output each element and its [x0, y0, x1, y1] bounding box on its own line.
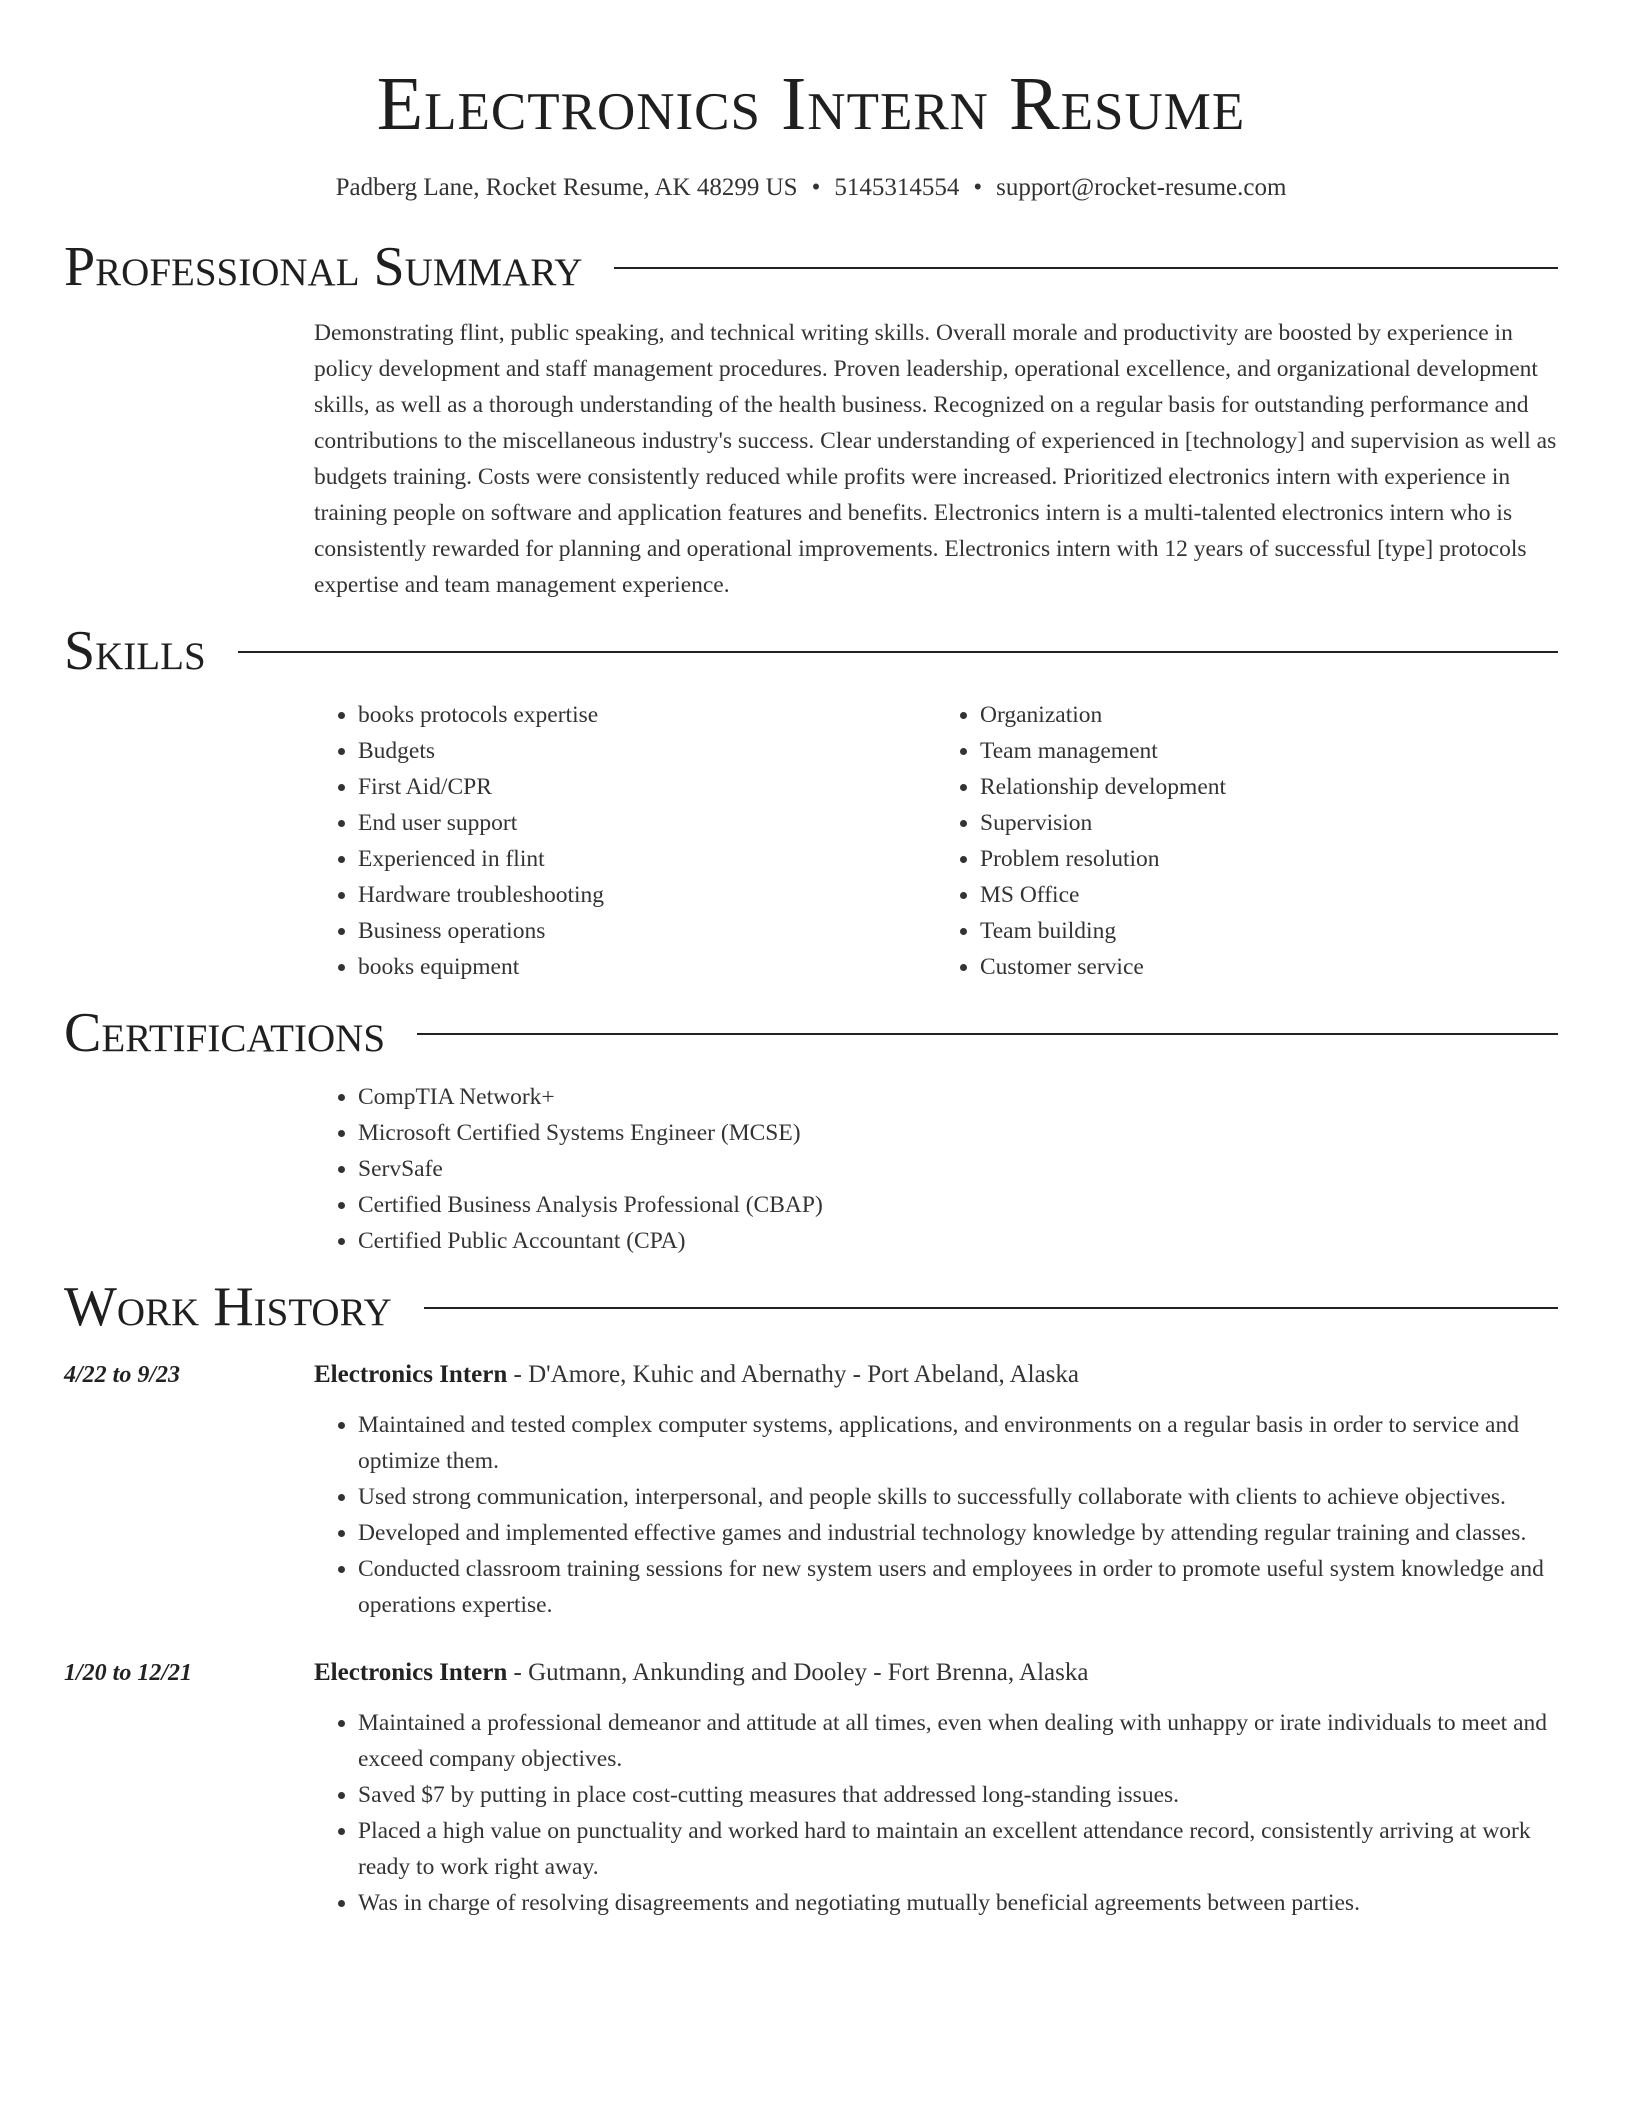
job-title: Electronics Intern — [314, 1361, 508, 1388]
contact-separator: • — [973, 174, 983, 201]
section-divider — [238, 651, 1558, 653]
skill-item: • Supervision — [980, 805, 1558, 841]
job-employer-location: - Gutmann, Ankunding and Dooley - Fort Brenna, Alaska — [507, 1659, 1089, 1686]
skill-item: • Relationship development — [980, 769, 1558, 805]
resume-title: Electronics Intern Resume — [376, 62, 1246, 146]
section-divider — [417, 1033, 1558, 1035]
job-bullet: • Maintained a professional demeanor and attitude at all times, even when dealing with unhappy or irate individuals to meet and exceed company objectives. — [358, 1705, 1558, 1777]
skill-item: • Hardware troubleshooting — [358, 877, 936, 913]
job-employer-location: - D'Amore, Kuhic and Abernathy - Port Abeland, Alaska — [507, 1361, 1080, 1388]
summary-heading: Professional Summary — [64, 236, 583, 298]
skill-item: • Team building — [980, 913, 1558, 949]
work-history-heading: Work History — [64, 1276, 392, 1338]
skill-item: • Customer service — [980, 949, 1558, 985]
contact-line — [64, 172, 1558, 204]
certification-item: • ServSafe — [358, 1151, 1558, 1187]
certifications-section-header — [64, 1001, 1558, 1065]
job-entry — [64, 1655, 1558, 1921]
skills-list-right — [936, 697, 1558, 985]
job-entry — [64, 1357, 1558, 1623]
skill-item: • Business operations — [358, 913, 936, 949]
skill-item: • Team management — [980, 733, 1558, 769]
job-bullet: • Conducted classroom training sessions for new system users and employees in order to promote useful system knowledge and operations expertise. — [358, 1551, 1558, 1623]
skill-item: • books equipment — [358, 949, 936, 985]
contact-address: Padberg Lane, Rocket Resume, AK 48299 US — [335, 174, 798, 201]
certifications-section — [314, 1079, 1558, 1259]
skills-section — [314, 697, 1558, 985]
skills-heading: Skills — [64, 620, 206, 682]
skill-item: • Experienced in flint — [358, 841, 936, 877]
job-bullets — [314, 1407, 1558, 1623]
job-bullet: • Developed and implemented effective games and industrial technology knowledge by attending regular training and classes. — [358, 1515, 1558, 1551]
section-divider — [614, 267, 1558, 269]
resume-page — [64, 0, 1558, 1921]
work-history-section-header — [64, 1275, 1558, 1339]
certification-item: • Certified Business Analysis Professional (CBAP) — [358, 1187, 1558, 1223]
job-heading — [314, 1655, 1558, 1691]
skill-item: • First Aid/CPR — [358, 769, 936, 805]
skill-item: • Problem resolution — [980, 841, 1558, 877]
section-divider — [424, 1307, 1558, 1309]
skills-section-header — [64, 619, 1558, 683]
job-bullet: • Placed a high value on punctuality and worked hard to maintain an excellent attendance record, consistently arriving at work ready to work right away. — [358, 1813, 1558, 1885]
job-content — [314, 1357, 1558, 1623]
skill-item: • End user support — [358, 805, 936, 841]
job-bullet: • Saved $7 by putting in place cost-cutting measures that addressed long-standing issues. — [358, 1777, 1558, 1813]
certifications-heading: Certifications — [64, 1002, 386, 1064]
summary-text: Demonstrating flint, public speaking, and technical writing skills. Overall morale and productivity are boosted by experience in policy development and staff management procedures. Proven leadership, operational excellence, and organizational development skills, as well as a thorough understanding of the health business. Recognized on a regular basis for outstanding performance and contributions to the miscellaneous industry's success. Clear understanding of experienced in [technology] and supervision as well as budgets training. Costs were consistently reduced while profits were increased. Prioritized electronics intern with experience in training people on software and application features and benefits. Electronics intern is a multi-talented electronics intern who is consistently rewarded for planning and operational improvements. Electronics intern with 12 years of successful [type] protocols expertise and team management experience. — [314, 320, 1557, 598]
skill-item: • books protocols expertise — [358, 697, 936, 733]
skill-item: • Budgets — [358, 733, 936, 769]
skills-list-left — [314, 697, 936, 985]
certification-item: • Certified Public Accountant (CPA) — [358, 1223, 1558, 1259]
contact-separator: • — [811, 174, 821, 201]
contact-email: support@rocket-resume.com — [996, 174, 1287, 201]
skill-item: • Organization — [980, 697, 1558, 733]
job-dates: 1/20 to 12/21 — [64, 1660, 193, 1686]
contact-phone: 5145314554 — [834, 174, 960, 201]
skill-item: • MS Office — [980, 877, 1558, 913]
summary-section — [314, 315, 1558, 603]
job-heading — [314, 1357, 1558, 1393]
job-bullets — [314, 1705, 1558, 1921]
job-title: Electronics Intern — [314, 1659, 508, 1686]
certifications-list — [314, 1079, 1558, 1259]
job-bullet: • Was in charge of resolving disagreements and negotiating mutually beneficial agreements between parties. — [358, 1885, 1558, 1921]
job-bullet: • Maintained and tested complex computer systems, applications, and environments on a regular basis in order to service and optimize them. — [358, 1407, 1558, 1479]
certification-item: • Microsoft Certified Systems Engineer (MCSE) — [358, 1115, 1558, 1151]
certification-item: • CompTIA Network+ — [358, 1079, 1558, 1115]
job-bullet: • Used strong communication, interpersonal, and people skills to successfully collaborate with clients to achieve objectives. — [358, 1479, 1558, 1515]
job-content — [314, 1655, 1558, 1921]
job-dates: 4/22 to 9/23 — [64, 1362, 181, 1388]
summary-section-header — [64, 235, 1558, 299]
